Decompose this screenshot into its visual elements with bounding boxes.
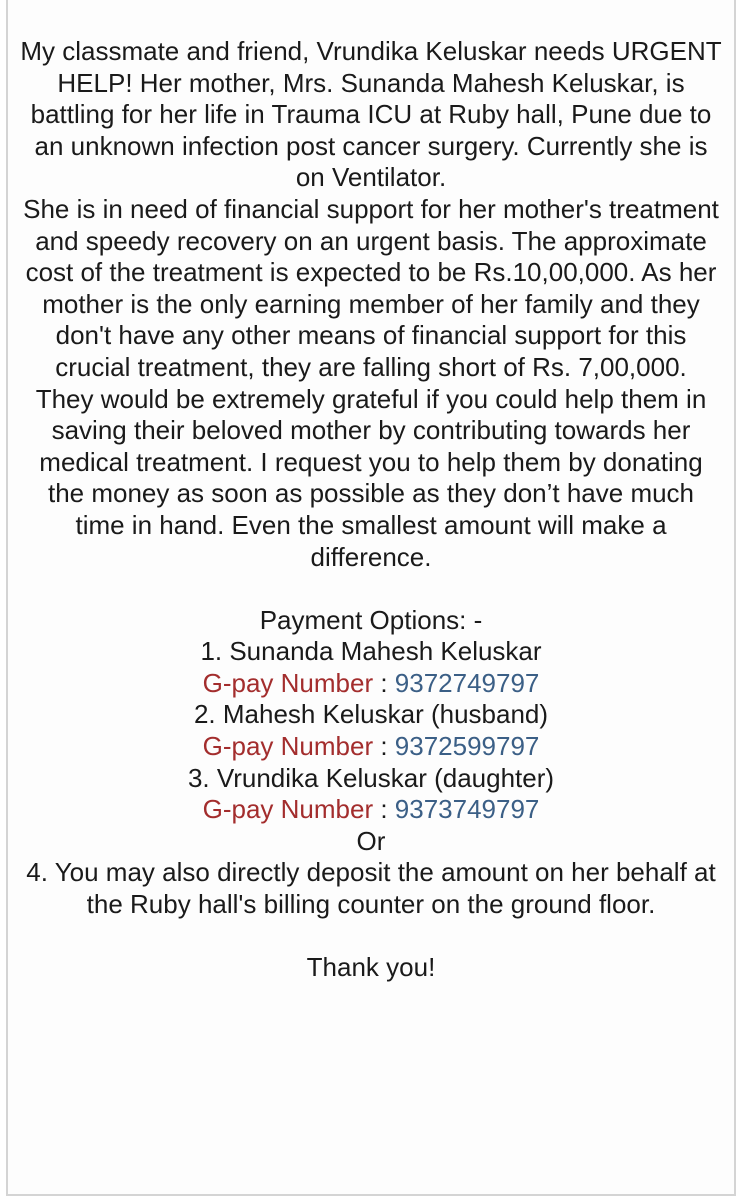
spacer [20,921,722,953]
gpay-label: G-pay Number [202,731,374,762]
closing-thanks: Thank you! [306,952,436,983]
payment-option-3-gpay [20,794,722,826]
gpay-label: G-pay Number [202,667,374,698]
gpay-number[interactable]: 9373749797 [394,794,540,825]
gpay-label: G-pay Number [202,794,374,825]
document-body [20,36,722,984]
or-divider-text: Or [356,825,386,856]
gpay-separator: : [373,667,395,698]
payment-option-2-gpay [20,731,722,763]
payment-option-2-name: 2. Mahesh Keluskar (husband) [193,699,549,730]
gpay-separator: : [373,731,395,762]
payment-option-1-gpay [20,668,722,700]
payment-heading: Payment Options: - [259,604,483,635]
appeal-paragraph-2: She is in need of financial support for her mother's treatment and speedy recovery on an urgent basis. The approximate cost of the treatment is expected to be Rs.10,00,000. As her mother is the only earning member of her family and they don't have any other means of financial support for this crucial treatment, they are falling short of Rs. 7,00,000. [23,193,719,382]
payment-option-1-name: 1. Sunanda Mahesh Keluskar [200,636,542,667]
document-card [6,0,736,1196]
appeal-paragraph-3: They would be extremely grateful if you could help them in saving their beloved mother by contributing towards her medical treatment. I request you to help them by donating the money as soon as possible as they don’t have much time in hand. Even the smallest amount will make a difference. [35,383,707,572]
gpay-number[interactable]: 9372599797 [394,731,540,762]
spacer [20,573,722,605]
appeal-paragraph-1: My classmate and friend, Vrundika Keluskar needs URGENT HELP! Her mother, Mrs. Sunanda Mahesh Keluskar, is battling for her life in Trauma ICU at Ruby hall, Pune due to an unknown infection post cancer surgery. Currently she is on Ventilator. [20,36,722,193]
gpay-separator: : [373,794,395,825]
payment-option-4: 4. You may also directly deposit the amount on her behalf at the Ruby hall's billing counter on the ground floor. [26,857,716,920]
payment-option-3-name: 3. Vrundika Keluskar (daughter) [187,762,555,793]
gpay-number[interactable]: 9372749797 [394,667,540,698]
